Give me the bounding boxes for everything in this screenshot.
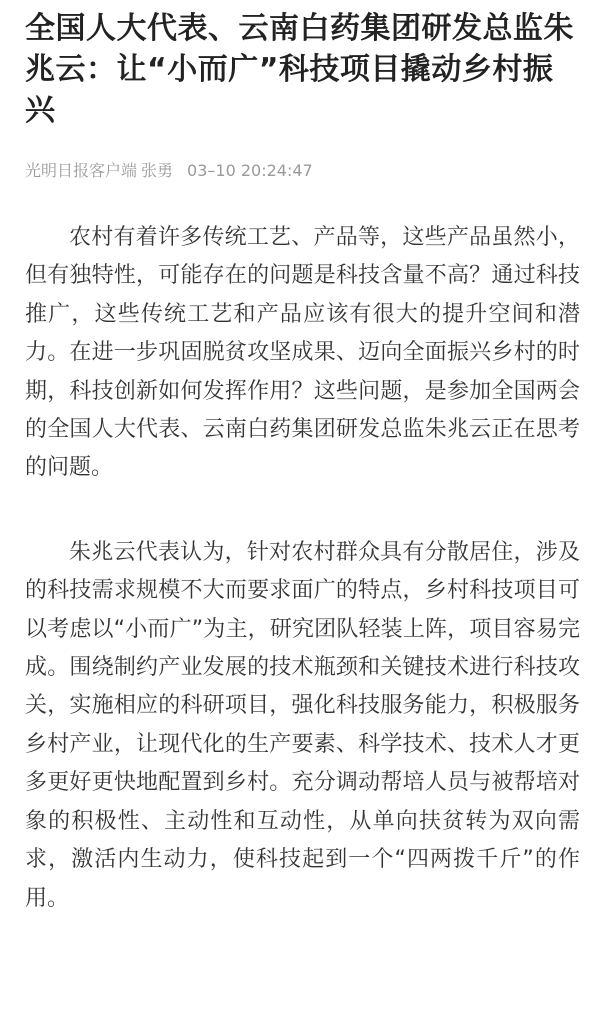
article bbox=[25, 0, 580, 918]
article-paragraph: 朱兆云代表认为，针对农村群众具有分散居住，涉及的科技需求规模不大而要求面广的特点，乡村科技项目可以考虑以“小而广”为主，研究团队轻装上阵，项目容易完成。围绕制约产业发展的技术瓶颈和关键技术进行科技攻关，实施相应的科研项目，强化科技服务能力，积极服务乡村产业，让现代化的生产要素、科学技术、技术人才更多更好更快地配置到乡村。充分调动帮培人员与被帮培对象的积极性、主动性和互动性，从单向扶贫转为双向需求，激活内生动力，使科技起到一个“四两拨千斤”的作用。 bbox=[25, 539, 580, 911]
article-paragraph: 农村有着许多传统工艺、产品等，这些产品虽然小，但有独特性，可能存在的问题是科技含量不高？通过科技推广，这些传统工艺和产品应该有很大的提升空间和潜力。在进一步巩固脱贫攻坚成果、迈向全面振兴乡村的时期，科技创新如何发挥作用？这些问题，是参加全国两会的全国人大代表、云南白药集团研发总监朱兆云正在思考的问题。 bbox=[25, 225, 580, 481]
article-time: 03–10 20:24:47 bbox=[187, 161, 313, 180]
article-source[interactable]: 光明日报客户端 bbox=[25, 161, 138, 180]
article-author: 张勇 bbox=[141, 161, 174, 180]
article-meta bbox=[25, 161, 580, 181]
article-title: 全国人大代表、云南白药集团研发总监朱兆云：让“小而广”科技项目撬动乡村振兴 bbox=[25, 11, 574, 128]
